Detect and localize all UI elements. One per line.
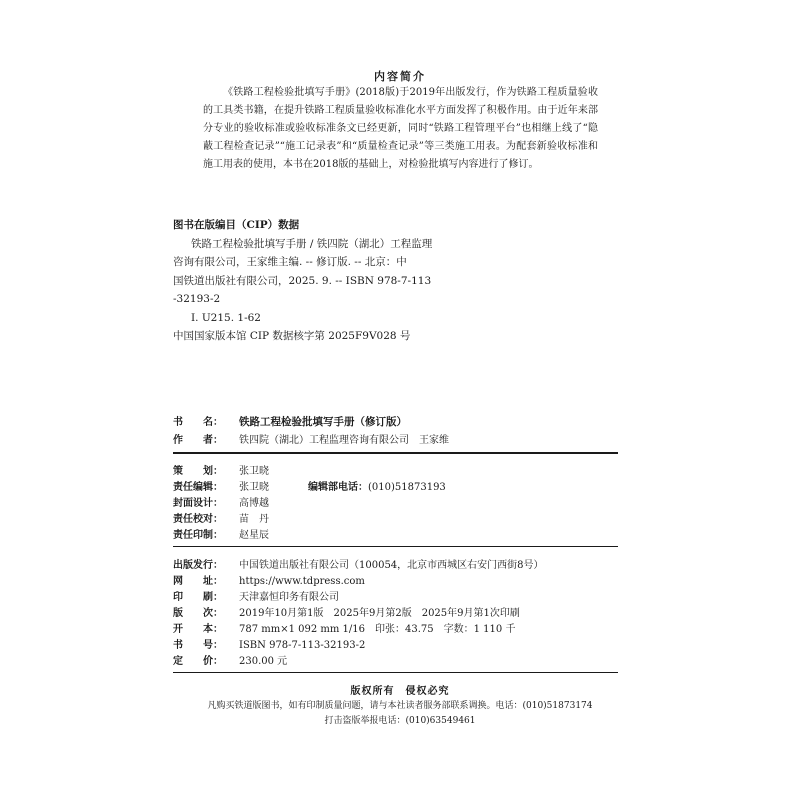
planner-row — [173, 462, 269, 477]
cip-heading: 图书在版编目（CIP）数据 — [173, 219, 300, 231]
book-title-row — [173, 413, 407, 429]
editor-label: 责任编辑： — [173, 482, 223, 493]
price-value: 230.00 元 — [239, 656, 288, 667]
publisher-value: 中国铁道出版社有限公司（100054，北京市西城区右安门西街8号） — [239, 560, 544, 571]
cover-design-value: 高博越 — [239, 498, 269, 509]
phone-row — [308, 478, 446, 493]
cip-verify-number: 中国国家版本馆 CIP 数据核字第 2025F9V028 号 — [173, 330, 411, 342]
printer-value: 天津嘉恒印务有限公司 — [239, 592, 339, 603]
divider-thin-bottom — [173, 672, 618, 673]
editor-row — [173, 478, 269, 493]
phone-value: (010)51873193 — [368, 482, 446, 493]
edition-value: 2019年10月第1版 2025年9月第2版 2025年9月第1次印刷 — [239, 608, 520, 619]
copyright-notice: 版权所有 侵权必究 — [350, 686, 450, 697]
cip-line: 咨询有限公司，王家维主编. -- 修订版. -- 北京：中 — [173, 256, 407, 268]
format-value: 787 mm×1 092 mm 1/16 印张：43.75 字数：1 110 千 — [239, 624, 516, 635]
format-row — [173, 620, 515, 635]
cover-design-row — [173, 494, 269, 509]
edition-row — [173, 604, 520, 619]
isbn-row — [173, 636, 365, 651]
editor-value: 张卫晓 — [239, 482, 269, 493]
quality-notice: 凡购买铁道版图书，如有印制质量问题，请与本社读者服务部联系调换。电话：(010)51873174 — [207, 701, 593, 711]
print-supervisor-row — [173, 526, 269, 541]
cip-class-number: Ⅰ. U215. 1-62 — [191, 311, 261, 324]
printer-label: 印 刷： — [173, 592, 223, 603]
proofreader-value: 苗 丹 — [239, 514, 269, 525]
cip-line: -32193-2 — [173, 293, 221, 305]
format-label: 开 本： — [173, 624, 223, 635]
divider-thin — [173, 546, 618, 547]
cip-line: 国铁道出版社有限公司，2025. 9. -- ISBN 978-7-113 — [173, 274, 432, 287]
isbn-label: 书 号： — [173, 640, 223, 651]
divider-thick — [173, 452, 618, 454]
website-row — [173, 572, 365, 587]
website-label: 网 址： — [173, 576, 223, 587]
book-title-label: 书 名： — [173, 417, 223, 428]
price-row — [173, 652, 287, 667]
intro-title: 内容简介 — [374, 70, 426, 83]
book-title-value: 铁路工程检验批填写手册（修订版） — [239, 416, 407, 428]
planner-label: 策 划： — [173, 466, 223, 477]
print-supervisor-label: 责任印制： — [173, 530, 223, 541]
printer-row — [173, 588, 339, 603]
book-author-row — [173, 431, 449, 446]
piracy-report-line: 打击盗版举报电话：(010)63549461 — [324, 716, 476, 726]
publisher-row — [173, 556, 544, 571]
proofreader-label: 责任校对： — [173, 514, 223, 525]
price-label: 定 价： — [173, 656, 223, 667]
book-author-label: 作 者： — [173, 435, 223, 446]
cover-design-label: 封面设计： — [173, 498, 223, 509]
proofreader-row — [173, 510, 269, 525]
planner-value: 张卫晓 — [239, 466, 269, 477]
phone-label: 编辑部电话： — [308, 482, 368, 493]
print-supervisor-value: 赵星辰 — [239, 530, 269, 541]
book-author-value: 铁四院（湖北）工程监理咨询有限公司 王家维 — [239, 435, 449, 446]
isbn-value: ISBN 978-7-113-32193-2 — [239, 640, 366, 651]
website-value: https://www.tdpress.com — [239, 576, 365, 587]
intro-paragraph: 《铁路工程检验批填写手册》(2018版)于2019年出版发行，作为铁路工程质量验收的工具类书籍，在提升铁路工程质量验收标准化水平方面发挥了积极作用。由于近年来部分专业的验收标准或验收标准条文已经更新，同时“铁路工程管理平台”也相继上线了“隐蔽工程检查记录”“施工记录表”和“质量检查记录”等三类施工用表。为配套新验收标准和施工用表的使用，本书在2018版的基础上，对检验批填写内容进行了修订。 — [203, 87, 598, 170]
cip-block — [173, 216, 493, 346]
cip-line: 铁路工程检验批填写手册 / 铁四院（湖北）工程监理 — [191, 237, 433, 250]
edition-label: 版 次： — [173, 608, 223, 619]
publisher-label: 出版发行： — [173, 560, 223, 571]
